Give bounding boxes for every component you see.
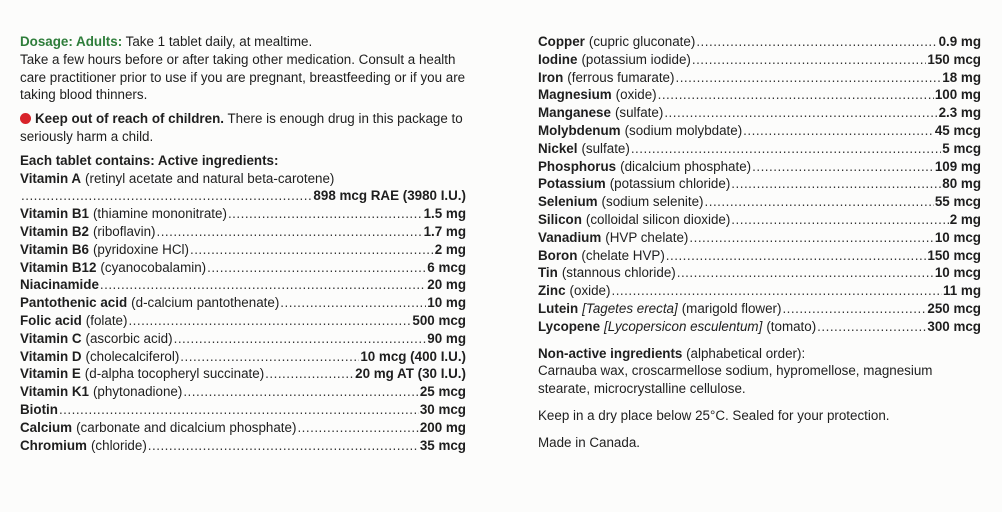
ingredient-name: Magnesium [538, 87, 612, 103]
ingredient-name: Vitamin B1 [20, 206, 89, 222]
ingredient-source: (riboflavin) [92, 223, 156, 239]
dot-leader [207, 259, 426, 277]
ingredient-name: Boron [538, 247, 578, 263]
ingredient-source: (folate) [85, 312, 128, 328]
ingredient-row-chromium [20, 437, 466, 455]
dot-leader [631, 140, 941, 158]
ingredient-row-nickel [538, 140, 981, 158]
ingredient-source: (stannous chloride) [561, 265, 676, 281]
ingredient-name: Tin [538, 265, 558, 281]
vitamin-a-title-row [20, 170, 466, 188]
dot-leader [280, 294, 426, 312]
ingredient-source: (oxide) [615, 87, 657, 103]
ingredient-amount: 10 mcg [934, 265, 981, 281]
ingredient-source: (potassium iodide) [581, 51, 691, 67]
ingredient-name: Iodine [538, 51, 578, 67]
ingredient-source: (dicalcium phosphate) [620, 158, 752, 174]
dosage-warning: Take a few hours before or after taking other medication. Consult a health care practitioner prior to use if you are pregnant, breastfeeding or if you are taking blood thinners. [20, 51, 466, 103]
ingredient-name: Folic acid [20, 312, 82, 328]
ingredient-amount: 30 mcg [419, 401, 466, 417]
ingredient-name: Niacinamide [20, 277, 99, 293]
ingredient-source: (d-alpha tocopheryl succinate) [84, 366, 265, 382]
ingredient-row-niacinamide [20, 276, 466, 294]
dot-leader [183, 383, 419, 401]
vitamin-a-name: Vitamin A [20, 170, 82, 186]
ingredient-source: (HVP chelate) [605, 229, 689, 245]
dot-leader [731, 211, 948, 229]
ingredient-source: (carbonate and dicalcium phosphate) [76, 419, 297, 435]
dot-leader [21, 187, 312, 205]
dot-leader [156, 223, 422, 241]
ingredient-source: (colloidal silicon dioxide) [585, 211, 731, 227]
ingredient-row-calcium [20, 419, 466, 437]
ingredient-name: Vitamin B6 [20, 241, 89, 257]
dot-leader [689, 229, 933, 247]
dosage-text: Take 1 tablet daily, at mealtime. [122, 34, 313, 49]
vitamin-a-amount-row [20, 187, 466, 205]
lycopene-amount: 300 mcg [927, 318, 981, 334]
ingredient-amount: 500 mcg [412, 312, 466, 328]
ingredient-amount: 200 mg [419, 419, 466, 435]
ingredient-source: (phytonadione) [92, 384, 183, 400]
ingredient-name: Iron [538, 69, 564, 85]
dot-leader [782, 300, 926, 318]
ingredient-row-selenium [538, 193, 981, 211]
ingredient-source: (sodium molybdate) [624, 122, 743, 138]
keep-out-text: There is enough drug in this package to seriously harm a child. [20, 111, 463, 144]
non-active-qualifier: (alphabetical order): [682, 345, 806, 361]
dot-leader [180, 348, 359, 366]
ingredient-amount: 90 mg [427, 330, 466, 346]
ingredient-amount: 1.7 mg [423, 223, 466, 239]
ingredient-amount: 20 mg AT (30 I.U.) [355, 366, 466, 382]
dosage-label: Dosage: Adults: [20, 34, 123, 49]
ingredient-row-vitamin-b1 [20, 205, 466, 223]
dot-leader [658, 86, 934, 104]
dot-leader [128, 312, 411, 330]
ingredient-source: (pyridoxine HCl) [92, 241, 189, 257]
left-column [20, 33, 466, 454]
ingredient-row-pantothenic-acid [20, 294, 466, 312]
ingredient-row-vitamin-b12 [20, 259, 466, 277]
ingredient-name: Vanadium [538, 229, 602, 245]
lycopene-source: (tomato) [766, 318, 817, 334]
ingredient-amount: 0.9 mg [938, 34, 981, 49]
ingredient-row-magnesium [538, 86, 981, 104]
ingredient-name: Biotin [20, 401, 58, 417]
lycopene-name: Lycopene [538, 318, 601, 334]
ingredient-row-vitamin-e [20, 365, 466, 383]
dot-leader [666, 247, 927, 265]
ingredient-row-biotin [20, 401, 466, 419]
ingredient-row-boron [538, 247, 981, 265]
ingredient-amount: 150 mcg [927, 247, 981, 263]
ingredient-amount: 10 mcg [934, 229, 981, 245]
ingredient-amount: 20 mg [427, 277, 466, 293]
ingredient-name: Pantothenic acid [20, 295, 128, 311]
keep-out-bold: Keep out of reach of children. [35, 111, 224, 127]
dosage-paragraph [20, 33, 466, 104]
ingredient-source: (d-calcium pantothenate) [131, 295, 280, 311]
ingredient-name: Molybdenum [538, 122, 621, 138]
ingredient-row-vitamin-c [20, 330, 466, 348]
lutein-source: (marigold flower) [681, 300, 782, 316]
ingredient-row-potassium [538, 175, 981, 193]
ingredient-amount: 1.5 mg [423, 206, 466, 222]
right-ingredient-list [538, 33, 981, 300]
warning-dot-icon [20, 113, 31, 124]
lutein-amount: 250 mcg [927, 300, 981, 316]
ingredient-source: (oxide) [569, 283, 611, 299]
ingredient-name: Chromium [20, 437, 87, 453]
ingredient-name: Zinc [538, 283, 566, 299]
keep-out-paragraph [20, 110, 466, 146]
ingredient-amount: 35 mcg [419, 437, 466, 453]
dot-leader [696, 33, 937, 51]
ingredient-row-lycopene [538, 318, 981, 336]
ingredient-source: (thiamine mononitrate) [92, 206, 227, 222]
ingredient-name: Vitamin C [20, 330, 82, 346]
ingredient-source: (chloride) [90, 437, 147, 453]
ingredient-name: Calcium [20, 419, 73, 435]
vitamin-a-source: (retinyl acetate and natural beta-carotene) [85, 170, 335, 186]
ingredient-row-iron [538, 69, 981, 87]
dot-leader [675, 69, 941, 87]
ingredient-row-vanadium [538, 229, 981, 247]
ingredient-name: Vitamin D [20, 348, 82, 364]
dot-leader [148, 437, 419, 455]
dot-leader [677, 264, 934, 282]
ingredient-amount: 100 mg [934, 87, 981, 103]
ingredient-amount: 45 mcg [934, 122, 981, 138]
ingredient-row-vitamin-b2 [20, 223, 466, 241]
ingredient-amount: 109 mg [934, 158, 981, 174]
ingredient-amount: 5 mcg [942, 140, 981, 156]
vitamin-a-block [20, 170, 466, 206]
lutein-name: Lutein [538, 300, 579, 316]
dot-leader [190, 241, 434, 259]
dot-leader [743, 122, 934, 140]
ingredient-row-lutein [538, 300, 981, 318]
dot-leader [297, 419, 418, 437]
left-ingredient-list [20, 205, 466, 454]
ingredient-name: Vitamin B12 [20, 259, 97, 275]
non-active-paragraph [538, 345, 981, 398]
non-active-text: Carnauba wax, croscarmellose sodium, hypromellose, magnesium stearate, microcrystalline cellulose. [538, 363, 933, 397]
ingredient-row-zinc [538, 282, 981, 300]
ingredient-name: Vitamin K1 [20, 384, 89, 400]
ingredient-row-manganese [538, 104, 981, 122]
lutein-latin: [Tagetes erecta] [582, 300, 678, 316]
ingredient-row-molybdenum [538, 122, 981, 140]
ingredient-amount: 55 mcg [934, 194, 981, 210]
dot-leader [731, 175, 941, 193]
non-active-heading: Non-active ingredients [538, 345, 683, 361]
ingredient-amount: 6 mcg [427, 259, 466, 275]
ingredient-amount: 80 mg [942, 176, 981, 192]
dot-leader [817, 318, 926, 336]
ingredient-amount: 2 mg [434, 241, 466, 257]
ingredient-amount: 25 mcg [419, 384, 466, 400]
ingredient-row-tin [538, 264, 981, 282]
ingredient-row-copper [538, 33, 981, 51]
ingredient-amount: 150 mcg [927, 51, 981, 67]
lycopene-latin: [Lycopersicon esculentum] [604, 318, 763, 334]
ingredient-row-phosphorus [538, 158, 981, 176]
dot-leader [228, 205, 423, 223]
ingredient-row-vitamin-d [20, 348, 466, 366]
dot-leader [705, 193, 934, 211]
ingredient-source: (cholecalciferol) [85, 348, 180, 364]
ingredient-source: (potassium chloride) [609, 176, 731, 192]
ingredient-row-vitamin-b6 [20, 241, 466, 259]
ingredient-source: (sodium selenite) [601, 194, 704, 210]
dot-leader [664, 104, 937, 122]
ingredient-name: Nickel [538, 140, 578, 156]
ingredient-name: Manganese [538, 105, 611, 121]
ingredient-source: (sulfate) [581, 140, 630, 156]
ingredient-source: (ascorbic acid) [85, 330, 173, 346]
ingredient-name: Potassium [538, 176, 606, 192]
vitamin-a-amount: 898 mcg RAE (3980 I.U.) [313, 188, 466, 204]
ingredient-name: Selenium [538, 194, 598, 210]
ingredient-source: (sulfate) [614, 105, 664, 121]
ingredient-name: Phosphorus [538, 158, 617, 174]
ingredient-name: Vitamin E [20, 366, 81, 382]
ingredient-row-folic-acid [20, 312, 466, 330]
dot-leader [752, 158, 934, 176]
ingredient-source: (cupric gluconate) [588, 34, 696, 49]
origin-text: Made in Canada. [538, 434, 640, 450]
dot-leader [692, 51, 927, 69]
ingredient-amount: 2.3 mg [938, 105, 981, 121]
dot-leader [611, 282, 942, 300]
ingredient-source: (cyanocobalamin) [100, 259, 207, 275]
ingredient-row-iodine [538, 51, 981, 69]
ingredient-name: Copper [538, 34, 585, 49]
ingredient-amount: 11 mg [943, 283, 981, 299]
dot-leader [174, 330, 427, 348]
storage-text: Keep in a dry place below 25°C. Sealed for your protection. [538, 407, 890, 423]
ingredient-source: (ferrous fumarate) [567, 69, 675, 85]
ingredients-heading: Each tablet contains: Active ingredients: [20, 152, 279, 168]
ingredient-source: (chelate HVP) [581, 247, 665, 263]
ingredient-amount: 2 mg [949, 211, 981, 227]
ingredient-amount: 10 mg [427, 295, 466, 311]
dot-leader [100, 276, 426, 294]
ingredient-amount: 10 mcg (400 I.U.) [360, 348, 466, 364]
ingredient-amount: 18 mg [942, 69, 981, 85]
ingredient-name: Silicon [538, 211, 582, 227]
ingredient-row-silicon [538, 211, 981, 229]
right-column [538, 33, 981, 452]
ingredient-row-vitamin-k1 [20, 383, 466, 401]
dot-leader [59, 401, 419, 419]
dot-leader [265, 365, 354, 383]
ingredient-name: Vitamin B2 [20, 223, 89, 239]
